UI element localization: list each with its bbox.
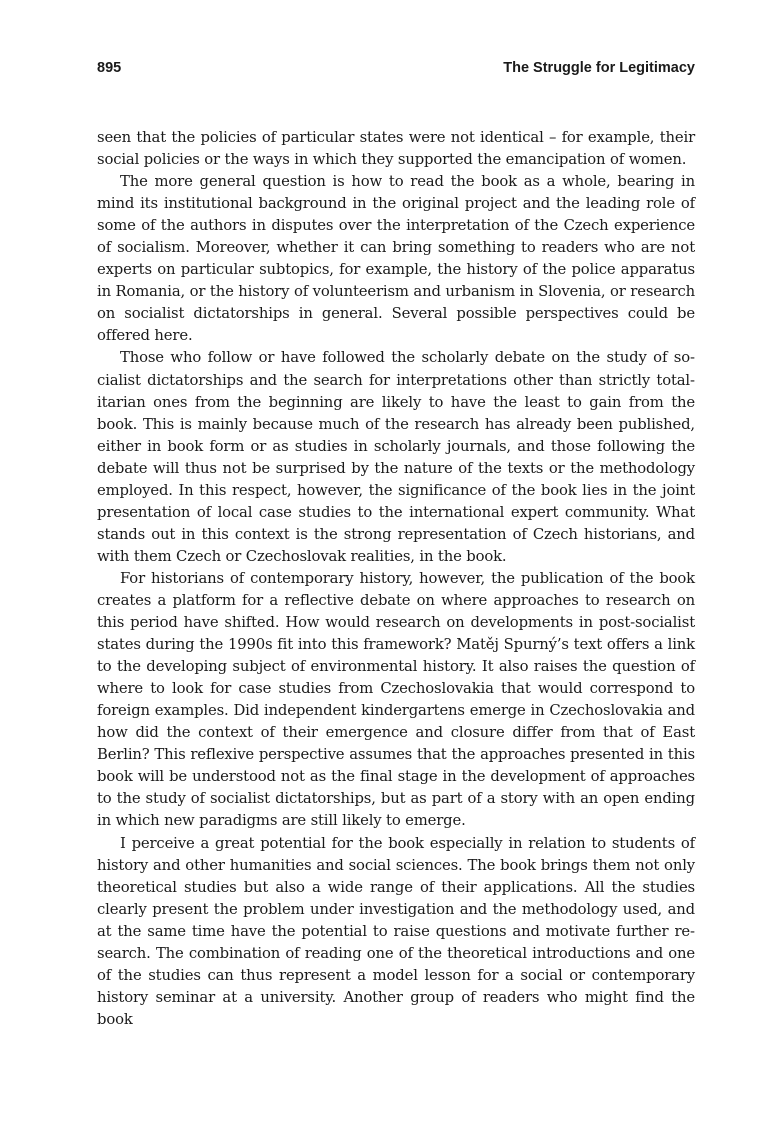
paragraph: The more general question is how to read the book as a whole, bearing in mind its institutional background in the original project and the leading role of some of the authors in disputes over the interpretation of the Czech experience of socialism. Moreover, whether it can bring something to readers who are not experts on particular subtopics, for example, the history of the police apparatus in Romania, or the history of volunteerism and urbanism in Slovenia, or research on socialist dictatorships in general. Several possible perspectives could be offered here.: [97, 173, 695, 345]
running-header: [97, 60, 695, 82]
paragraph-continued: seen that the policies of particular states were not identical – for example, their social policies or the ways in which they supported the emancipation of women.: [97, 129, 695, 169]
running-title: The Struggle for Legitimacy: [503, 60, 695, 76]
paragraph: For historians of contemporary history, however, the publication of the book creates a platform for a reflective debate on where approaches to research on this period have shifted. How would research on developments in post-socialist states during the 1990s fit into this framework? Matěj Spurný’s text offers a link to the developing subject of environmental history. It also raises the question of where to look for case studies from Czechoslovakia that would correspond to foreign examples. Did independent kindergartens emerge in Czechoslovakia and how did the context of their emergence and closure differ from that of East Berlin? This reflexive perspective assumes that the approaches presented in this book will be understood not as the final stage in the development of approaches to the study of socialist dictatorships, but as part of a story with an open ending in which new paradigms are still likely to emerge.: [97, 569, 695, 830]
paragraph: I perceive a great potential for the book especially in relation to students of history and other humanities and social sciences. The book brings them not only theoretical studies but also a wide range of their applications. All the studies clearly present the problem under investigation and the methodology used, and at the same time have the potential to raise questions and motivate further research. The combination of reading one of the theoretical introductions and one of the studies can thus represent a model lesson for a social or contemporary history seminar at a university. Another group of readers who might find the book: [97, 834, 695, 1028]
body-text: [97, 127, 695, 1031]
paragraph: Those who follow or have followed the scholarly debate on the study of socialist dictatorships and the search for interpretations other than strictly totalitarian ones from the beginning are likely to have the least to gain from the book. This is mainly because much of the research has already been published, either in book form or as studies in scholarly journals, and those following the debate will thus not be surprised by the nature of the texts or the methodology employed. In this respect, however, the significance of the book lies in the joint presentation of local case studies to the international expert community. What stands out in this context is the strong representation of Czech historians, and with them Czech or Czechoslovak realities, in the book.: [97, 349, 695, 565]
page-number: 895: [97, 60, 122, 76]
